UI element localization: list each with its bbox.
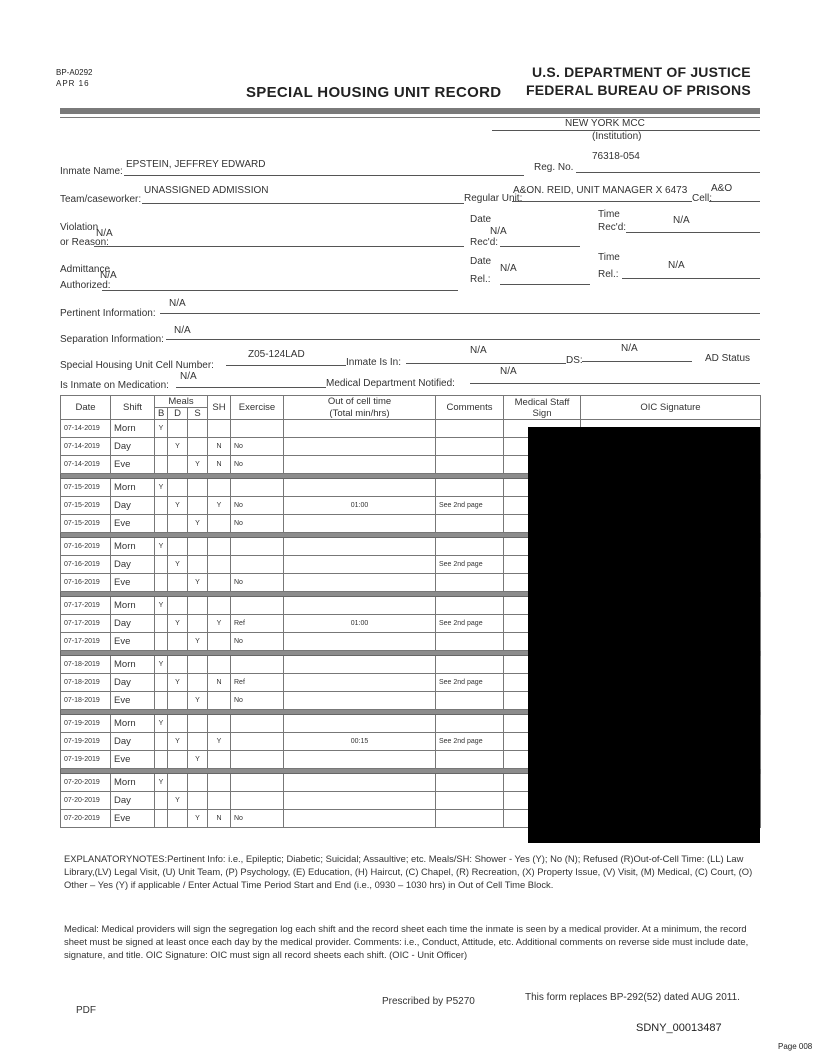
header-b: B: [155, 408, 168, 420]
cell-meal-d: [168, 774, 188, 792]
pertinent-value: N/A: [169, 298, 186, 309]
cell-exercise: [231, 479, 284, 497]
cell-sh: [208, 597, 231, 615]
cell-comments: [436, 810, 504, 828]
header-out-of-cell: Out of cell time: [284, 396, 436, 408]
inmate-name-label: Inmate Name:: [60, 166, 123, 177]
cell-date: 07-16-2019: [61, 556, 111, 574]
header-exercise: Exercise: [231, 396, 284, 420]
cell-date: 07-14-2019: [61, 420, 111, 438]
cell-comments: [436, 656, 504, 674]
cell-exercise: No: [231, 810, 284, 828]
header-comments: Comments: [436, 396, 504, 420]
cell-exercise: No: [231, 633, 284, 651]
cell-line: [709, 201, 760, 202]
cell-meal-d: Y: [168, 556, 188, 574]
cell-shift: Day: [111, 792, 155, 810]
cell-out-of-cell: [284, 574, 436, 592]
cell-shift: Morn: [111, 715, 155, 733]
cell-exercise: No: [231, 497, 284, 515]
cell-meal-b: Y: [155, 774, 168, 792]
cell-sh: [208, 751, 231, 769]
redaction-box: [528, 427, 760, 843]
cell-date: 07-18-2019: [61, 692, 111, 710]
cell-meal-b: [155, 733, 168, 751]
cell-date: 07-15-2019: [61, 515, 111, 533]
time-recd-label-1: Time: [598, 209, 620, 220]
cell-out-of-cell: 01:00: [284, 615, 436, 633]
cell-exercise: No: [231, 456, 284, 474]
shu-cell-line: [226, 365, 346, 366]
cell-date: 07-20-2019: [61, 792, 111, 810]
cell-sh: [208, 479, 231, 497]
cell-meal-b: Y: [155, 715, 168, 733]
cell-comments: [436, 574, 504, 592]
cell-meal-s: [188, 792, 208, 810]
header-divider-thin: [60, 117, 760, 118]
cell-meal-b: Y: [155, 597, 168, 615]
cell-meal-b: [155, 615, 168, 633]
cell-meal-b: Y: [155, 538, 168, 556]
cell-meal-d: [168, 633, 188, 651]
cell-meal-s: Y: [188, 515, 208, 533]
cell-sh: [208, 538, 231, 556]
cell-exercise: [231, 733, 284, 751]
cell-meal-d: Y: [168, 792, 188, 810]
cell-comments: See 2nd page: [436, 674, 504, 692]
cell-meal-b: [155, 456, 168, 474]
cell-meal-d: [168, 515, 188, 533]
header-total: (Total min/hrs): [284, 408, 436, 420]
cell-meal-d: [168, 574, 188, 592]
cell-meal-b: Y: [155, 656, 168, 674]
cell-shift: Morn: [111, 774, 155, 792]
header-divider: [60, 108, 760, 114]
cell-exercise: [231, 715, 284, 733]
cell-date: 07-17-2019: [61, 597, 111, 615]
cell-date: 07-14-2019: [61, 438, 111, 456]
cell-meal-s: Y: [188, 692, 208, 710]
cell-sh: N: [208, 674, 231, 692]
cell-meal-d: Y: [168, 438, 188, 456]
pertinent-line: [160, 313, 760, 314]
cell-sh: Y: [208, 615, 231, 633]
cell-exercise: [231, 538, 284, 556]
cell-out-of-cell: 00:15: [284, 733, 436, 751]
form-id: BP-A0292: [56, 68, 93, 77]
cell-meal-s: [188, 733, 208, 751]
cell-comments: [436, 751, 504, 769]
header-sh: SH: [208, 396, 231, 420]
cell-out-of-cell: [284, 538, 436, 556]
cell-date: 07-16-2019: [61, 574, 111, 592]
cell-out-of-cell: [284, 479, 436, 497]
cell-sh: [208, 556, 231, 574]
cell-out-of-cell: [284, 715, 436, 733]
cell-sh: [208, 633, 231, 651]
medical-notes: Medical: Medical providers will sign the segregation log each shift and the record sheet each time the inmate is seen by a medical provider. At a minimum, the record sheet must be signed at least once each day by the medical provider. Comments: i.e., Conduct, Attitude, etc. Additional comments on reverse side must include date, signature, and title. OIC Signature: OIC must sign all record sheets each shift. (OIC - Unit Officer): [64, 923, 749, 960]
cell-meal-s: [188, 774, 208, 792]
admittance-label-2: Authorized:: [60, 280, 111, 291]
cell-meal-s: [188, 656, 208, 674]
cell-comments: See 2nd page: [436, 733, 504, 751]
cell-comments: [436, 792, 504, 810]
pertinent-label: Pertinent Information:: [60, 308, 156, 319]
med-notified-label: Medical Department Notified:: [326, 378, 455, 389]
cell-meal-b: [155, 792, 168, 810]
separation-line: [166, 339, 760, 340]
cell-shift: Eve: [111, 751, 155, 769]
cell-shift: Day: [111, 497, 155, 515]
regular-unit-line: [512, 201, 692, 202]
cell-shift: Morn: [111, 479, 155, 497]
cell-shift: Eve: [111, 574, 155, 592]
cell-out-of-cell: [284, 420, 436, 438]
ds-value: N/A: [621, 343, 638, 354]
violation-label-1: Violation: [60, 222, 99, 233]
cell-meal-s: Y: [188, 456, 208, 474]
ds-label: DS:: [566, 355, 583, 366]
header-shift: Shift: [111, 396, 155, 420]
cell-meal-d: [168, 420, 188, 438]
cell-sh: [208, 574, 231, 592]
cell-shift: Eve: [111, 456, 155, 474]
cell-exercise: Ref: [231, 615, 284, 633]
cell-exercise: Ref: [231, 674, 284, 692]
cell-out-of-cell: [284, 438, 436, 456]
cell-exercise: [231, 556, 284, 574]
cell-shift: Day: [111, 733, 155, 751]
cell-sh: N: [208, 438, 231, 456]
cell-out-of-cell: [284, 810, 436, 828]
ds-line: [582, 361, 692, 362]
team-value: UNASSIGNED ADMISSION: [144, 185, 269, 196]
cell-exercise: [231, 774, 284, 792]
cell-exercise: [231, 792, 284, 810]
cell-meal-d: [168, 479, 188, 497]
cell-shift: Morn: [111, 597, 155, 615]
cell-comments: [436, 597, 504, 615]
cell-meal-d: Y: [168, 497, 188, 515]
cell-date: 07-19-2019: [61, 751, 111, 769]
cell-date: 07-15-2019: [61, 479, 111, 497]
page-title: SPECIAL HOUSING UNIT RECORD: [246, 84, 502, 101]
cell-out-of-cell: [284, 656, 436, 674]
violation-line: [94, 246, 464, 247]
cell-value: A&O: [711, 183, 733, 194]
cell-meal-d: [168, 597, 188, 615]
cell-sh: N: [208, 810, 231, 828]
cell-out-of-cell: [284, 456, 436, 474]
ad-status-label: AD Status: [705, 353, 751, 364]
cell-comments: [436, 715, 504, 733]
cell-out-of-cell: [284, 792, 436, 810]
cell-exercise: [231, 656, 284, 674]
time-rel-label-1: Time: [598, 252, 620, 263]
cell-out-of-cell: [284, 692, 436, 710]
cell-shift: Eve: [111, 633, 155, 651]
agency-line-2: FEDERAL BUREAU OF PRISONS: [526, 82, 751, 98]
agency-line-1: U.S. DEPARTMENT OF JUSTICE: [532, 64, 751, 80]
separation-label: Separation Information:: [60, 334, 164, 345]
medication-line: [176, 387, 326, 388]
team-label: Team/caseworker:: [60, 194, 142, 205]
inmate-name-value: EPSTEIN, JEFFREY EDWARD: [126, 159, 266, 170]
date-rel-label-2: Rel.:: [470, 274, 491, 285]
cell-date: 07-18-2019: [61, 656, 111, 674]
cell-shift: Day: [111, 674, 155, 692]
cell-out-of-cell: 01:00: [284, 497, 436, 515]
cell-meal-d: [168, 456, 188, 474]
cell-meal-d: [168, 538, 188, 556]
cell-meal-b: [155, 674, 168, 692]
table-header-row: [61, 396, 761, 408]
cell-meal-b: [155, 515, 168, 533]
cell-shift: Eve: [111, 515, 155, 533]
explanatory-notes: EXPLANATORYNOTES:Pertinent Info: i.e., Epileptic; Diabetic; Suicidal; Assaultive; etc. Meals/SH: Shower - Yes (Y); No (N); Refused (R)Out-of-Cell Time: (LL) Law Library,(LV) Legal Visit, (U) Unit Team, (P) Psychology, (E) Education, (H) Haircut, (C) Chapel, (R) Recreation, (X) Property Issue, (V) Visit, (M) Medical, (C) Court, (O) Other – Yes (Y) if applicable / Enter Actual Time Period Start and End (i.e., 0930 – 1030 hrs) in Out of Cell Time Block.: [64, 853, 753, 890]
inmate-name-line: [124, 175, 524, 176]
cell-sh: [208, 515, 231, 533]
cell-meal-s: [188, 420, 208, 438]
cell-comments: See 2nd page: [436, 497, 504, 515]
cell-comments: [436, 633, 504, 651]
med-notified-value: N/A: [500, 366, 517, 377]
cell-shift: Day: [111, 438, 155, 456]
cell-exercise: No: [231, 692, 284, 710]
cell-exercise: No: [231, 438, 284, 456]
cell-meal-d: [168, 656, 188, 674]
header-s: S: [188, 408, 208, 420]
cell-date: 07-17-2019: [61, 633, 111, 651]
cell-meal-d: [168, 692, 188, 710]
cell-out-of-cell: [284, 597, 436, 615]
cell-meal-b: [155, 556, 168, 574]
time-rel-value: N/A: [668, 260, 685, 271]
cell-sh: [208, 656, 231, 674]
cell-comments: [436, 420, 504, 438]
cell-meal-s: [188, 674, 208, 692]
cell-comments: See 2nd page: [436, 615, 504, 633]
cell-comments: [436, 774, 504, 792]
footer-replaces: This form replaces BP-292(52) dated AUG 2011.: [525, 992, 740, 1003]
cell-meal-d: Y: [168, 615, 188, 633]
cell-meal-s: [188, 438, 208, 456]
admittance-line: [102, 290, 458, 291]
date-recd-label-1: Date: [470, 214, 492, 225]
cell-out-of-cell: [284, 515, 436, 533]
cell-meal-b: [155, 497, 168, 515]
cell-exercise: No: [231, 515, 284, 533]
institution-label: (Institution): [592, 131, 642, 142]
cell-exercise: [231, 420, 284, 438]
cell-comments: [436, 515, 504, 533]
medication-label: Is Inmate on Medication:: [60, 380, 169, 391]
cell-date: 07-16-2019: [61, 538, 111, 556]
cell-sh: [208, 420, 231, 438]
cell-out-of-cell: [284, 674, 436, 692]
header-d: D: [168, 408, 188, 420]
time-rel-label-2: Rel.:: [598, 269, 619, 280]
date-rel-label-1: Date: [470, 256, 492, 267]
page-number: Page 008: [778, 1042, 813, 1051]
cell-meal-b: [155, 751, 168, 769]
date-recd-value: N/A: [490, 226, 507, 237]
footer-prescribed: Prescribed by P5270: [382, 996, 475, 1007]
cell-date: 07-18-2019: [61, 674, 111, 692]
cell-meal-s: Y: [188, 574, 208, 592]
cell-shift: Day: [111, 615, 155, 633]
cell-meal-b: [155, 633, 168, 651]
cell-date: 07-15-2019: [61, 497, 111, 515]
date-rel-line: [500, 284, 590, 285]
inmate-in-line: [406, 363, 566, 364]
cell-exercise: No: [231, 574, 284, 592]
cell-meal-b: [155, 692, 168, 710]
cell-comments: [436, 692, 504, 710]
header-medical-sign: Medical Staff Sign: [504, 396, 581, 420]
date-recd-line: [500, 246, 580, 247]
reg-no-line: [576, 172, 760, 173]
cell-meal-s: Y: [188, 633, 208, 651]
cell-meal-s: [188, 556, 208, 574]
cell-comments: [436, 538, 504, 556]
cell-comments: [436, 479, 504, 497]
inmate-in-label: Inmate Is In:: [346, 357, 402, 368]
cell-meal-s: Y: [188, 751, 208, 769]
cell-shift: Eve: [111, 810, 155, 828]
regular-unit-value: A&ON. REID, UNIT MANAGER X 6473: [513, 185, 688, 196]
cell-meal-d: Y: [168, 733, 188, 751]
cell-meal-s: Y: [188, 810, 208, 828]
medication-value: N/A: [180, 371, 197, 382]
cell-sh: [208, 692, 231, 710]
admittance-label-1: Admittance: [60, 264, 111, 275]
cell-meal-d: Y: [168, 674, 188, 692]
cell-sh: N: [208, 456, 231, 474]
cell-meal-b: [155, 810, 168, 828]
institution-value: NEW YORK MCC: [565, 118, 645, 129]
cell-date: 07-19-2019: [61, 733, 111, 751]
cell-shift: Day: [111, 556, 155, 574]
cell-sh: [208, 715, 231, 733]
cell-out-of-cell: [284, 774, 436, 792]
cell-exercise: [231, 597, 284, 615]
header-oic-signature: OIC Signature: [581, 396, 761, 420]
cell-meal-s: [188, 715, 208, 733]
cell-shift: Morn: [111, 538, 155, 556]
shu-cell-value: Z05-124LAD: [248, 349, 305, 360]
cell-sh: [208, 774, 231, 792]
cell-comments: See 2nd page: [436, 556, 504, 574]
cell-label: Cell:: [692, 193, 713, 204]
header-date: Date: [61, 396, 111, 420]
cell-comments: [436, 456, 504, 474]
cell-shift: Morn: [111, 420, 155, 438]
inmate-in-value: N/A: [470, 345, 487, 356]
separation-value: N/A: [174, 325, 191, 336]
cell-sh: Y: [208, 497, 231, 515]
reg-no-label: Reg. No.: [534, 162, 574, 173]
cell-meal-s: [188, 597, 208, 615]
time-recd-label-2: Rec'd:: [598, 222, 627, 233]
header-meals: Meals: [155, 396, 208, 408]
cell-meal-b: [155, 574, 168, 592]
cell-date: 07-19-2019: [61, 715, 111, 733]
cell-out-of-cell: [284, 556, 436, 574]
cell-meal-d: [168, 751, 188, 769]
date-rel-value: N/A: [500, 263, 517, 274]
shu-cell-label: Special Housing Unit Cell Number:: [60, 360, 214, 371]
cell-meal-b: Y: [155, 479, 168, 497]
form-date: APR 16: [56, 79, 90, 88]
cell-date: 07-20-2019: [61, 774, 111, 792]
cell-sh: Y: [208, 733, 231, 751]
cell-meal-b: Y: [155, 420, 168, 438]
cell-meal-d: [168, 810, 188, 828]
cell-meal-b: [155, 438, 168, 456]
cell-out-of-cell: [284, 633, 436, 651]
regular-unit-label: Regular Unit:: [464, 193, 523, 204]
cell-comments: [436, 438, 504, 456]
cell-meal-d: [168, 715, 188, 733]
footer-pdf: PDF: [76, 1005, 96, 1016]
time-recd-line: [626, 232, 760, 233]
time-rel-line: [622, 278, 760, 279]
violation-value: N/A: [96, 228, 113, 239]
cell-meal-s: [188, 479, 208, 497]
cell-shift: Morn: [111, 656, 155, 674]
team-line: [142, 203, 464, 204]
cell-exercise: [231, 751, 284, 769]
med-notified-line: [470, 383, 760, 384]
date-recd-label-2: Rec'd:: [470, 237, 499, 248]
admittance-value: N/A: [100, 270, 117, 281]
cell-shift: Eve: [111, 692, 155, 710]
cell-meal-s: [188, 538, 208, 556]
cell-date: 07-20-2019: [61, 810, 111, 828]
cell-meal-s: [188, 497, 208, 515]
bates-number: SDNY_00013487: [636, 1022, 722, 1034]
violation-label-2: or Reason:: [60, 237, 109, 248]
cell-out-of-cell: [284, 751, 436, 769]
reg-no-value: 76318-054: [592, 151, 640, 162]
time-recd-value: N/A: [673, 215, 690, 226]
cell-meal-s: [188, 615, 208, 633]
cell-sh: [208, 792, 231, 810]
cell-date: 07-17-2019: [61, 615, 111, 633]
cell-date: 07-14-2019: [61, 456, 111, 474]
